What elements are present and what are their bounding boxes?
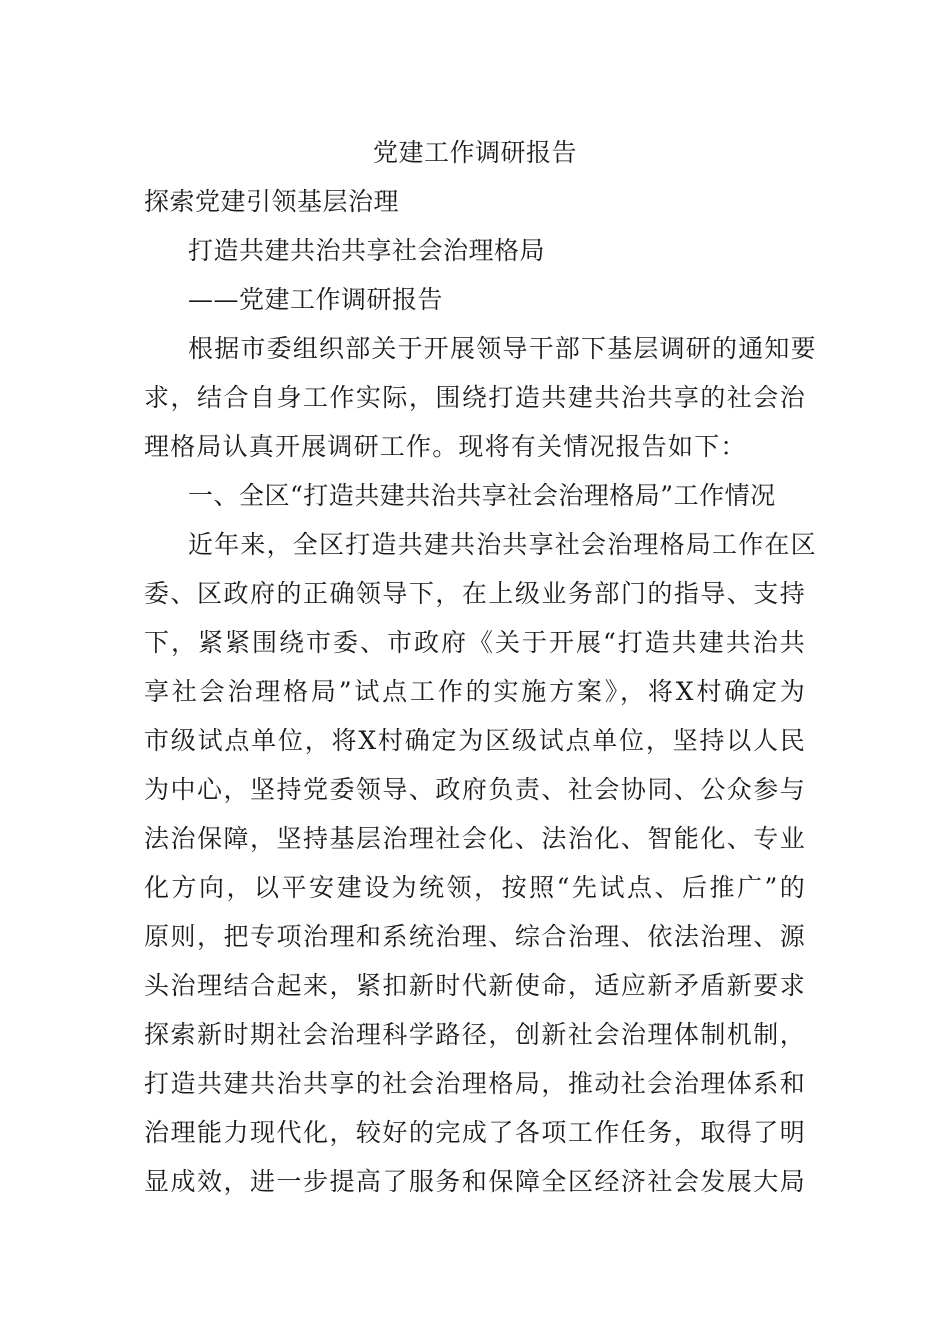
paragraph-2-line-4: 享社会治理格局”试点工作的实施方案》，将X村确定为 — [144, 677, 806, 706]
page-title: 党建工作调研报告 — [372, 138, 577, 167]
subtitle-line-2: 打造共建共治共享社会治理格局 — [188, 236, 546, 265]
paragraph-1-line-3: 理格局认真开展调研工作。现将有关情况报告如下： — [144, 432, 747, 461]
paragraph-2-line-5: 市级试点单位，将X村确定为区级试点单位，坚持以人民 — [144, 726, 806, 755]
paragraph-1-line-2: 求，结合自身工作实际，围绕打造共建共治共享的社会治 — [144, 383, 806, 412]
paragraph-2-line-11: 探索新时期社会治理科学路径，创新社会治理体制机制， — [144, 1020, 806, 1049]
subtitle-line-1: 探索党建引领基层治理 — [144, 187, 400, 216]
paragraph-2-line-7: 法治保障，坚持基层治理社会化、法治化、智能化、专业 — [144, 824, 806, 853]
subtitle-line-3: ——党建工作调研报告 — [188, 285, 444, 314]
paragraph-2-line-14: 显成效，进一步提高了服务和保障全区经济社会发展大局 — [144, 1167, 806, 1196]
document-body — [144, 128, 817, 1206]
paragraph-2-line-9: 原则，把专项治理和系统治理、综合治理、依法治理、源 — [144, 922, 806, 951]
paragraph-2-line-1: 近年来，全区打造共建共治共享社会治理格局工作在区 — [188, 530, 817, 559]
paragraph-2-line-3: 下，紧紧围绕市委、市政府《关于开展“打造共建共治共 — [144, 628, 806, 657]
paragraph-2-line-10: 头治理结合起来，紧扣新时代新使命，适应新矛盾新要求 — [144, 971, 806, 1000]
paragraph-2-line-6: 为中心，坚持党委领导、政府负责、社会协同、公众参与 — [144, 775, 806, 804]
paragraph-2-line-2: 委、区政府的正确领导下，在上级业务部门的指导、支持 — [144, 579, 806, 608]
paragraph-2-line-8: 化方向，以平安建设为统领，按照“先试点、后推广”的 — [144, 873, 806, 902]
section-heading-1: 一、全区“打造共建共治共享社会治理格局”工作情况 — [188, 481, 776, 510]
paragraph-2-line-12: 打造共建共治共享的社会治理格局，推动社会治理体系和 — [144, 1069, 806, 1098]
paragraph-2-line-13: 治理能力现代化，较好的完成了各项工作任务，取得了明 — [144, 1118, 806, 1147]
paragraph-1-line-1: 根据市委组织部关于开展领导干部下基层调研的通知要 — [188, 334, 817, 363]
